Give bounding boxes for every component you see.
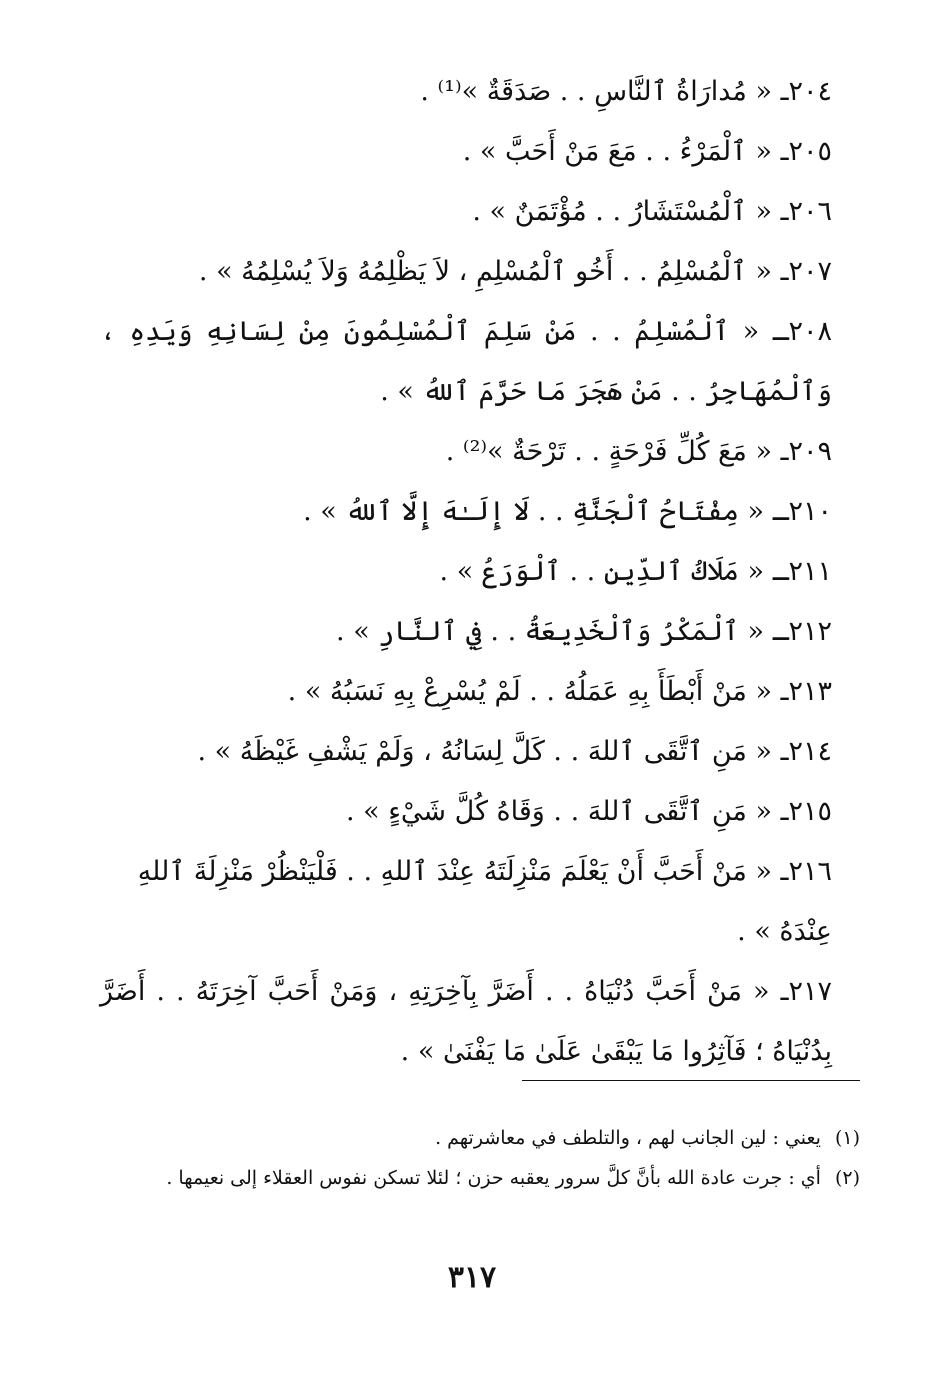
footnote-1 bbox=[104, 1118, 860, 1158]
saying-208: ٢٠٨ـ « ٱلْمُسْلِمُ . . مَنْ سَلِمَ ٱلْمُسْلِمُونَ مِنْ لِسَانِهِ وَيَدِهِ ، وَٱلْمُهَاجِرُ . . مَنْ هَجَرَ مَا حَرَّمَ ٱللهُ » . bbox=[100, 316, 832, 407]
saying-209: ٢٠٩ـ « مَعَ كُلِّ فَرْحَةٍ . . تَرْحَةٌ »⁽²⁾ . bbox=[445, 436, 832, 467]
footnote-2 bbox=[104, 1158, 860, 1198]
footnote-marker: (١) bbox=[834, 1127, 860, 1149]
page-number: ٣١٧ bbox=[447, 1260, 497, 1295]
footnote-marker: (٢) bbox=[834, 1167, 860, 1189]
sayings-block bbox=[100, 62, 832, 1082]
saying-215: ٢١٥ـ « مَنِ ٱتَّقَى ٱللهَ . . وَقَاهُ كُلَّ شَيْءٍ » . bbox=[345, 796, 832, 827]
saying-216: ٢١٦ـ « مَنْ أَحَبَّ أَنْ يَعْلَمَ مَنْزِلَتَهُ عِنْدَ ٱللهِ . . فَلْيَنْظُرْ مَنْزِلَةَ ٱللهِ عِنْدَهُ » . bbox=[137, 856, 832, 947]
saying-213: ٢١٣ـ « مَنْ أَبْطَأَ بِهِ عَمَلُهُ . . لَمْ يُسْرِعْ بِهِ نَسَبُهُ » . bbox=[287, 676, 832, 707]
saying-210: ٢١٠ـ « مِفْتَاحُ ٱلْجَنَّةِ . . لَا إِلَـٰهَ إِلَّا ٱللهُ » . bbox=[303, 496, 832, 527]
footnotes bbox=[104, 1118, 860, 1198]
saying-205: ٢٠٥ـ « ٱلْمَرْءُ . . مَعَ مَنْ أَحَبَّ » . bbox=[462, 136, 832, 167]
footnote-separator bbox=[522, 1080, 860, 1081]
saying-212: ٢١٢ـ « ٱلْمَكْرُ وَٱلْخَدِيعَةُ . . فِي ٱلنَّارِ » . bbox=[336, 616, 832, 647]
saying-207: ٢٠٧ـ « ٱلْمُسْلِمُ . . أَخُو ٱلْمُسْلِمِ ، لاَ يَظْلِمُهُ وَلاَ يُسْلِمُهُ » . bbox=[198, 256, 832, 287]
footnote-text: أي : جرت عادة الله بأنَّ كلَّ سرور يعقبه حزن ؛ لئلا تسكن نفوس العقلاء إلى نعيمها . bbox=[166, 1167, 821, 1189]
saying-204: ٢٠٤ـ « مُدارَاةُ ٱلنَّاسِ . . صَدَقَةٌ »⁽¹⁾ . bbox=[420, 76, 832, 107]
saying-211: ٢١١ـ « مَلَاكُ ٱلدِّينِ . . ٱلْوَرَعُ » . bbox=[439, 556, 832, 587]
saying-217: ٢١٧ـ « مَنْ أَحَبَّ دُنْيَاهُ . . أَضَرَّ بِآخِرَتِهِ ، وَمَنْ أَحَبَّ آخِرَتَهُ . . أَضَرَّ بِدُنْيَاهُ ؛ فَآثِرُوا مَا يَبْقَىٰ عَلَىٰ مَا يَفْنَىٰ » . bbox=[100, 976, 832, 1067]
sayings-list bbox=[100, 62, 832, 1082]
footnote-text: يعني : لين الجانب لهم ، والتلطف في معاشرتهم . bbox=[435, 1127, 821, 1149]
saying-214: ٢١٤ـ « مَنِ ٱتَّقَى ٱللهَ . . كَلَّ لِسَانُهُ ، وَلَمْ يَشْفِ غَيْظَهُ » . bbox=[197, 736, 832, 767]
saying-206: ٢٠٦ـ « ٱلْمُسْتَشَارُ . . مُؤْتَمَنٌ » . bbox=[472, 196, 832, 227]
